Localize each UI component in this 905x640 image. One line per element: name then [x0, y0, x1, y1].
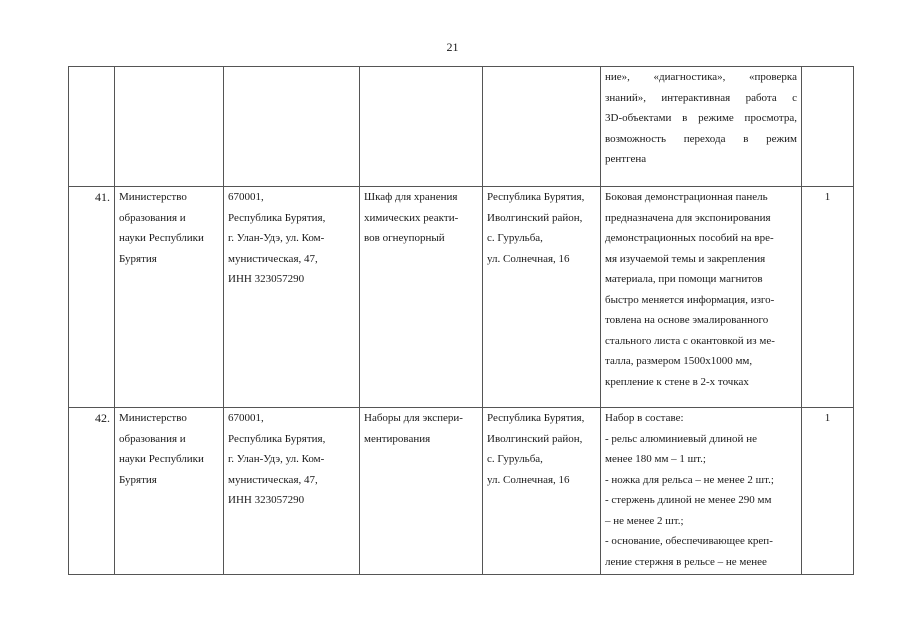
- address-line: ИНН 323057290: [228, 273, 305, 285]
- cell-address: [224, 67, 360, 187]
- table-row: [69, 187, 854, 408]
- description-line: талла, размером 1500х1000 мм,: [605, 355, 753, 367]
- description-line: знаний», интерактивная работа с: [605, 91, 797, 104]
- cell-qty: [802, 67, 854, 187]
- cell-address: [224, 187, 360, 408]
- owner-line: науки Республики: [119, 453, 204, 465]
- description-line: демонстрационных пособий на вре-: [605, 232, 774, 244]
- owner-line: образования и: [119, 211, 186, 224]
- cell-num: [69, 67, 115, 187]
- quantity: 1: [824, 412, 831, 424]
- description-line: ние», «диагностика», «проверка: [605, 71, 797, 83]
- cell-description: [601, 67, 802, 187]
- description-line: крепление к стене в 2-х точках: [605, 375, 749, 388]
- location-line: Республика Бурятия,: [487, 412, 585, 424]
- cell-description: [601, 408, 802, 575]
- description-line: ление стержня в рельсе – не менее: [605, 555, 767, 568]
- description-line: - рельс алюминиевый длиной не: [605, 432, 757, 445]
- cell-qty: [802, 408, 854, 575]
- cell-num: [69, 408, 115, 575]
- cell-address: [224, 408, 360, 575]
- item-line: химических реакти-: [364, 211, 459, 224]
- address-line: Республика Бурятия,: [228, 432, 326, 445]
- cell-owner: [115, 187, 224, 408]
- owner-line: Бурятия: [119, 473, 157, 486]
- description-line: быстро меняется информация, изго-: [605, 293, 775, 306]
- cell-owner: [115, 408, 224, 575]
- cell-description: [601, 187, 802, 408]
- location-line: Иволгинский район,: [487, 432, 583, 445]
- description-line: рентгена: [605, 153, 647, 165]
- location-line: Республика Бурятия,: [487, 191, 585, 203]
- description-line: 3D-объектами в режиме просмотра,: [605, 112, 797, 124]
- address-line: г. Улан-Удэ, ул. Ком-: [228, 232, 325, 244]
- item-line: Шкаф для хранения: [364, 191, 458, 203]
- quantity: 1: [824, 191, 831, 203]
- cell-item: [360, 67, 483, 187]
- description-line: мя изучаемой темы и закрепления: [605, 252, 766, 265]
- address-line: мунистическая, 47,: [228, 473, 318, 486]
- table-row-continuation: [69, 67, 854, 187]
- item-line: ментирования: [364, 432, 431, 445]
- description-line: материала, при помощи магнитов: [605, 273, 763, 285]
- description-line: менее 180 мм – 1 шт.;: [605, 453, 706, 465]
- description-line: – не менее 2 шт.;: [605, 514, 684, 527]
- cell-location: [483, 408, 601, 575]
- location-line: с. Гурульба,: [487, 453, 543, 465]
- description-line: Набор в составе:: [605, 412, 684, 424]
- cell-item: [360, 408, 483, 575]
- description-line: предназначена для экспонирования: [605, 211, 771, 224]
- location-line: с. Гурульба,: [487, 232, 543, 244]
- cell-location: [483, 187, 601, 408]
- cell-owner: [115, 67, 224, 187]
- description-line: стального листа с окантовкой из ме-: [605, 334, 775, 347]
- address-line: 670001,: [228, 412, 264, 424]
- item-line: Наборы для экспери-: [364, 412, 463, 424]
- address-line: 670001,: [228, 191, 264, 203]
- address-line: Республика Бурятия,: [228, 211, 326, 224]
- address-line: ИНН 323057290: [228, 494, 305, 506]
- cell-item: [360, 187, 483, 408]
- description-line: возможность перехода в режим: [605, 132, 797, 145]
- property-table: [68, 66, 854, 575]
- location-line: ул. Солнечная, 16: [487, 473, 570, 486]
- owner-line: Бурятия: [119, 252, 157, 265]
- description-line: - стержень длиной не менее 290 мм: [605, 494, 772, 506]
- description-line: - ножка для рельса – не менее 2 шт.;: [605, 473, 774, 486]
- cell-qty: [802, 187, 854, 408]
- description-line: - основание, обеспечивающее креп-: [605, 535, 773, 547]
- owner-line: образования и: [119, 432, 186, 445]
- description-line: товлена на основе эмалированного: [605, 314, 769, 326]
- row-number: 41.: [95, 190, 110, 204]
- cell-num: [69, 187, 115, 408]
- address-line: мунистическая, 47,: [228, 252, 318, 265]
- owner-line: Министерство: [119, 412, 187, 424]
- owner-line: науки Республики: [119, 232, 204, 244]
- address-line: г. Улан-Удэ, ул. Ком-: [228, 453, 325, 465]
- cell-location: [483, 67, 601, 187]
- table-row: [69, 408, 854, 575]
- description-line: Боковая демонстрационная панель: [605, 191, 768, 203]
- owner-line: Министерство: [119, 191, 187, 203]
- item-line: вов огнеупорный: [364, 232, 445, 244]
- row-number: 42.: [95, 411, 110, 425]
- page-number: 21: [446, 40, 459, 54]
- location-line: Иволгинский район,: [487, 211, 583, 224]
- location-line: ул. Солнечная, 16: [487, 252, 570, 265]
